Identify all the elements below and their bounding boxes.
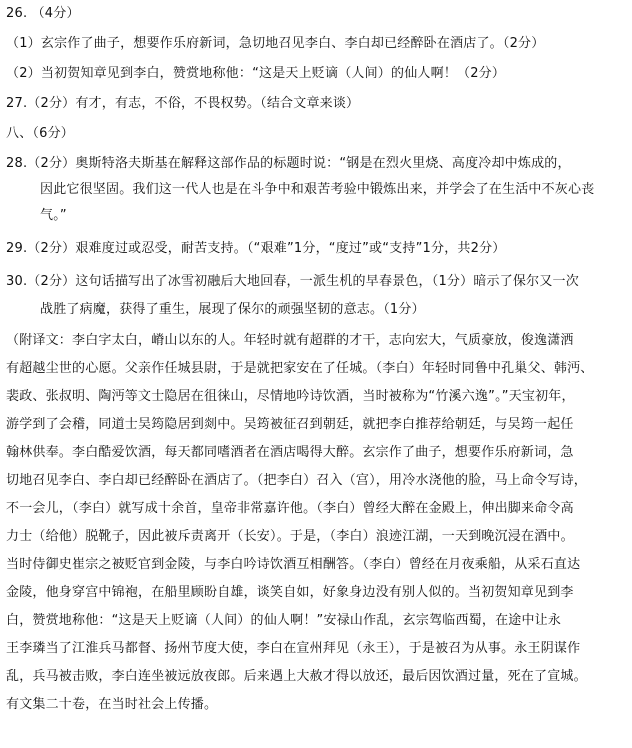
translation-line-6: 切地召见李白、李白却已经醉卧在酒店了。（把李白）召入（宫），用冷水浇他的脸，马上命令写诗，	[6, 473, 588, 488]
translation-line-3: 裴政、张叔明、陶沔等文士隐居在徂徕山，尽情地吟诗饮酒，当时被称为“竹溪六逸”。”天宝初年，	[6, 389, 575, 404]
translation-line-13: 乱，兵马被击败，李白连坐被远放夜郎。后来遇上大赦才得以放还，最后因饮酒过量，死在了宣城。	[6, 669, 587, 684]
q30-line-1: 30.（2分）这句话描写出了冰雪初融后大地回春，一派生机的早春景色，（1分）暗示了保尔又一次	[6, 274, 579, 289]
translation-line-10: 金陵，他身穿宫中锦袍，在船里顾盼自雄，谈笑自如，好象身边没有别人似的。当初贺知章见到李	[6, 585, 574, 600]
translation-line-7: 不一会儿，（李白）就写成十余首，皇帝非常嘉许他。（李白）曾经大醉在金殿上，伸出脚来命令高	[6, 501, 574, 516]
translation-line-4: 游学到了会稽，同道士吴筠隐居到剡中。吴筠被征召到朝廷，就把李白推荐给朝廷，与吴筠一起任	[6, 417, 574, 432]
translation-line-8: 力士（给他）脱靴子，因此被斥责离开（长安）。于是，（李白）浪迹江湖，一天到晚沉浸在酒中。	[6, 529, 574, 544]
q28-line-1: 28.（2分）奥斯特洛夫斯基在解释这部作品的标题时说：“钢是在烈火里烧、高度冷却中炼成的，	[6, 156, 571, 171]
section-eight-heading: 八、（6分）	[6, 126, 74, 141]
q27-answer: 27.（2分）有才，有志，不俗，不畏权势。（结合文章来谈）	[6, 96, 360, 111]
translation-line-12: 王李璘当了江淮兵马都督、扬州节度大使，李白在宣州拜见（永王），于是被召为从事。永王阴谋作	[6, 641, 581, 656]
q28-line-2: 因此它很坚固。我们这一代人也是在斗争中和艰苦考验中锻炼出来，并学会了在生活中不灰心丧	[40, 182, 595, 197]
translation-line-1: （附译文：李白字太白，嵴山以东的人。年轻时就有超群的才干，志向宏大，气质豪放，俊逸潇洒	[6, 333, 574, 348]
q29-answer: 29.（2分）艰难度过或忍受，耐苦支持。（“艰难”1分，“度过”或“支持”1分，共2分）	[6, 241, 506, 256]
q30-line-2: 战胜了病魔，获得了重生，展现了保尔的顽强坚韧的意志。（1分）	[40, 302, 425, 317]
translation-line-9: 当时侍御史崔宗之被贬官到金陵，与李白吟诗饮酒互相酬答。（李白）曾经在月夜乘船，从采石直达	[6, 557, 581, 572]
q26-heading: 26. （4分）	[6, 6, 80, 21]
q26-part1: （1）玄宗作了曲子，想要作乐府新词，急切地召见李白、李白却已经醉卧在酒店了。（2分）	[6, 36, 545, 51]
translation-line-11: 白，赞赏地称他：“这是天上贬谪（人间）的仙人啊！”安禄山作乱，玄宗驾临西蜀，在途中让永	[6, 613, 562, 628]
translation-line-2: 有超越尘世的心愿。父亲作任城县尉，于是就把家安在了任城。（李白）年轻时同鲁中孔巢父、韩沔、	[6, 361, 594, 376]
q26-part2: （2）当初贺知章见到李白，赞赏地称他：“这是天上贬谪（人间）的仙人啊！（2分）	[6, 66, 506, 81]
translation-line-14: 有文集二十卷，在当时社会上传播。	[6, 697, 218, 712]
translation-line-5: 翰林供奉。李白酷爱饮酒，每天都同嗜酒者在酒店喝得大醉。玄宗作了曲子，想要作乐府新词，急	[6, 445, 574, 460]
q28-line-3: 气。”	[40, 208, 67, 223]
